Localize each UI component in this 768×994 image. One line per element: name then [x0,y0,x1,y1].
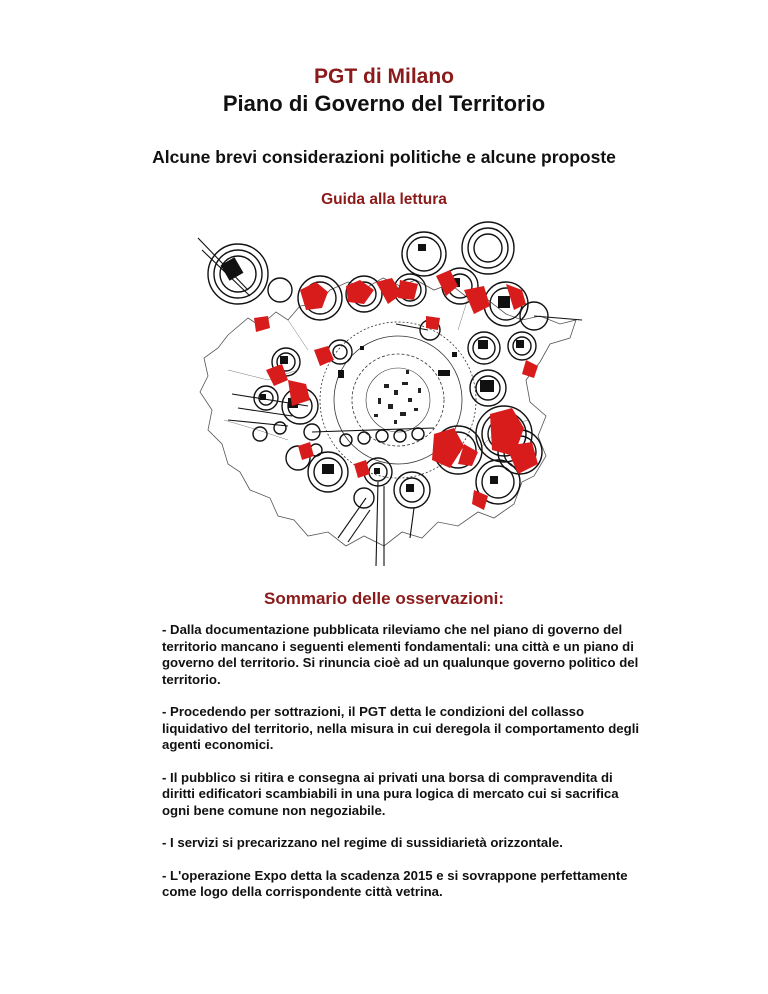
observation-item: - Dalla documentazione pubblicata rileviamo che nel piano di governo del territorio mancano i seguenti elementi fondamentali: una città e un piano di governo del territorio. Si rinuncia cioè ad un qualunque governo politico del territorio. [162,622,639,687]
black-blocks [221,244,524,492]
title-piano-governo: Piano di Governo del Territorio [222,91,546,116]
peripheral-circles [208,222,548,508]
center-blocks [374,370,421,424]
guide-heading: Guida alla lettura [321,191,447,208]
observation-item: - L'operazione Expo detta la scadenza 2015 e si sovrappone perfettamente come logo della corrispondente città vetrina. [162,867,628,899]
observation-item: - Il pubblico si ritira e consegna ai privati una borsa di compravendita di diritti edificatori scambiabili in una pura logica di mercato cui si sacrifica ogni bene comune non negoziabile. [162,769,619,818]
observation-item: - Procedendo per sottrazioni, il PGT detta le condizioni del collasso liquidativo del territorio, nella misura in cui deregola il comportamento degli agenti economici. [162,704,640,752]
subtitle: Alcune brevi considerazioni politiche e alcune proposte [152,147,616,167]
milano-territory-map [188,220,588,580]
summary-heading: Sommario delle osservazioni: [264,589,504,608]
observation-item: - I servizi si precarizzano nel regime di sussidiarietà orizzontale. [162,835,563,850]
observations-list [162,622,642,917]
title-pgt-milano: PGT di Milano [314,65,454,88]
